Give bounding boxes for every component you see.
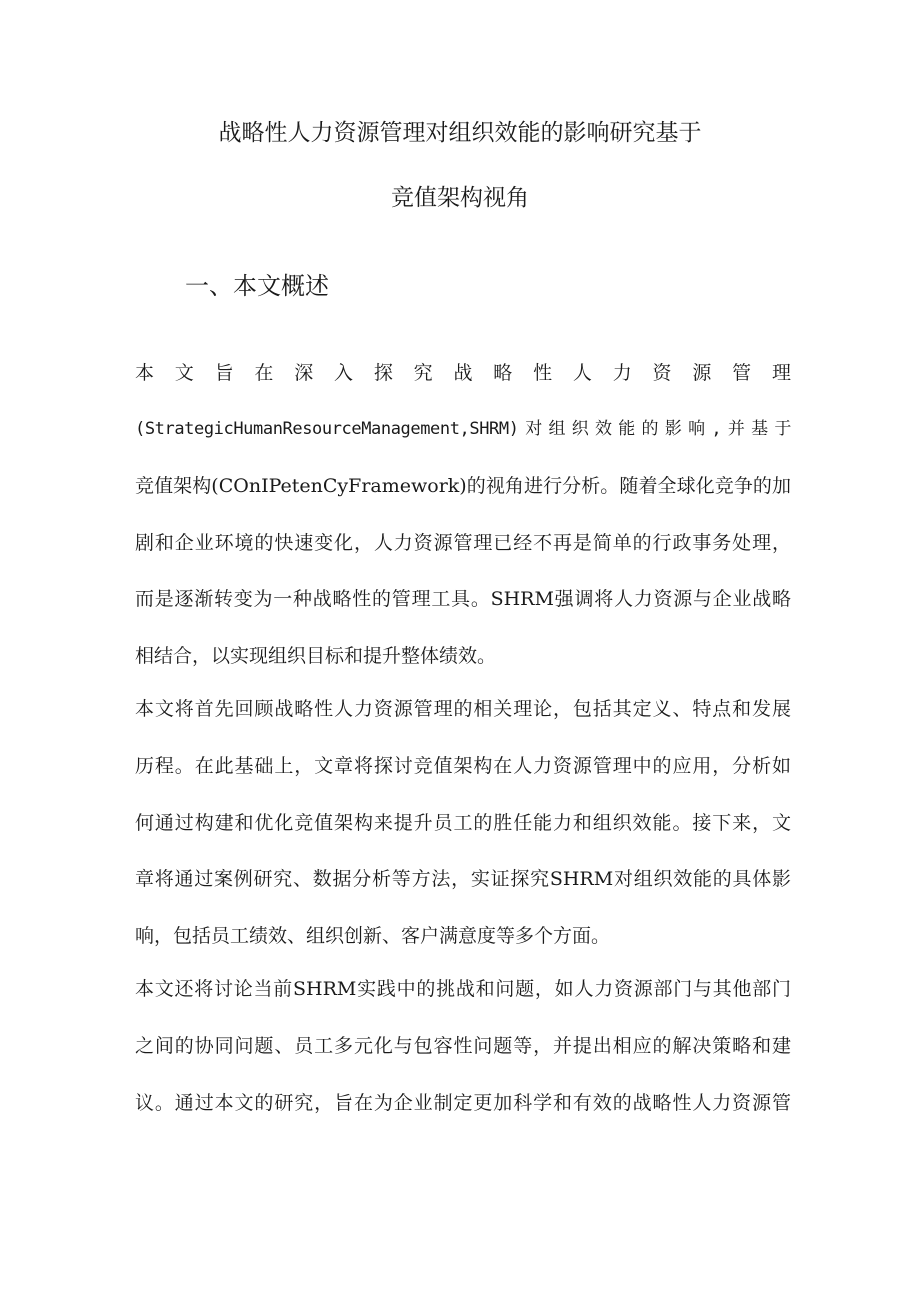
section-heading: 一、本文概述 — [185, 272, 329, 300]
paragraph-2-line-2: 历程。在此基础上，文章将探讨竞值架构在人力资源管理中的应用，分析如 — [135, 755, 791, 777]
document-title-line-2: 竞值架构视角 — [391, 185, 529, 211]
paragraph-2-line-1: 本文将首先回顾战略性人力资源管理的相关理论，包括其定义、特点和发展 — [135, 698, 791, 720]
paragraph-1-line-3: 竞值架构(COnIPetenCyFramework)的视角进行分析。随着全球化竞争的加 — [135, 475, 791, 497]
paragraph-1-line-4: 剧和企业环境的快速变化，人力资源管理已经不再是简单的行政事务处理， — [135, 532, 791, 554]
document-title-line-1: 战略性人力资源管理对组织效能的影响研究基于 — [218, 120, 702, 146]
paragraph-2-line-5: 响，包括员工绩效、组织创新、客户满意度等多个方面。 — [135, 925, 611, 947]
paragraph-2-line-3: 何通过构建和优化竞值架构来提升员工的胜任能力和组织效能。接下来，文 — [135, 812, 791, 834]
paragraph-2-line-4: 章将通过案例研究、数据分析等方法，实证探究SHRM对组织效能的具体影 — [135, 868, 791, 890]
paragraph-3-line-3: 议。通过本文的研究，旨在为企业制定更加科学和有效的战略性人力资源管 — [135, 1092, 791, 1114]
paragraph-3-line-1: 本文还将讨论当前SHRM实践中的挑战和问题，如人力资源部门与其他部门 — [135, 978, 791, 1000]
paragraph-1-line-5: 而是逐渐转变为一种战略性的管理工具。SHRM强调将人力资源与企业战略 — [135, 588, 791, 610]
paragraph-1-line-6: 相结合，以实现组织目标和提升整体绩效。 — [135, 645, 497, 667]
paragraph-1-line-2: (StrategicHumanResourceManagement,SHRM)对组织效能的影响,并基于 — [135, 419, 791, 439]
paragraph-3-line-2: 之间的协同问题、员工多元化与包容性问题等，并提出相应的解决策略和建 — [135, 1035, 791, 1057]
paragraph-1-line-1: 本 文 旨 在 深 入 探 究 战 略 性 人 力 资 源 管 理 — [135, 362, 791, 384]
